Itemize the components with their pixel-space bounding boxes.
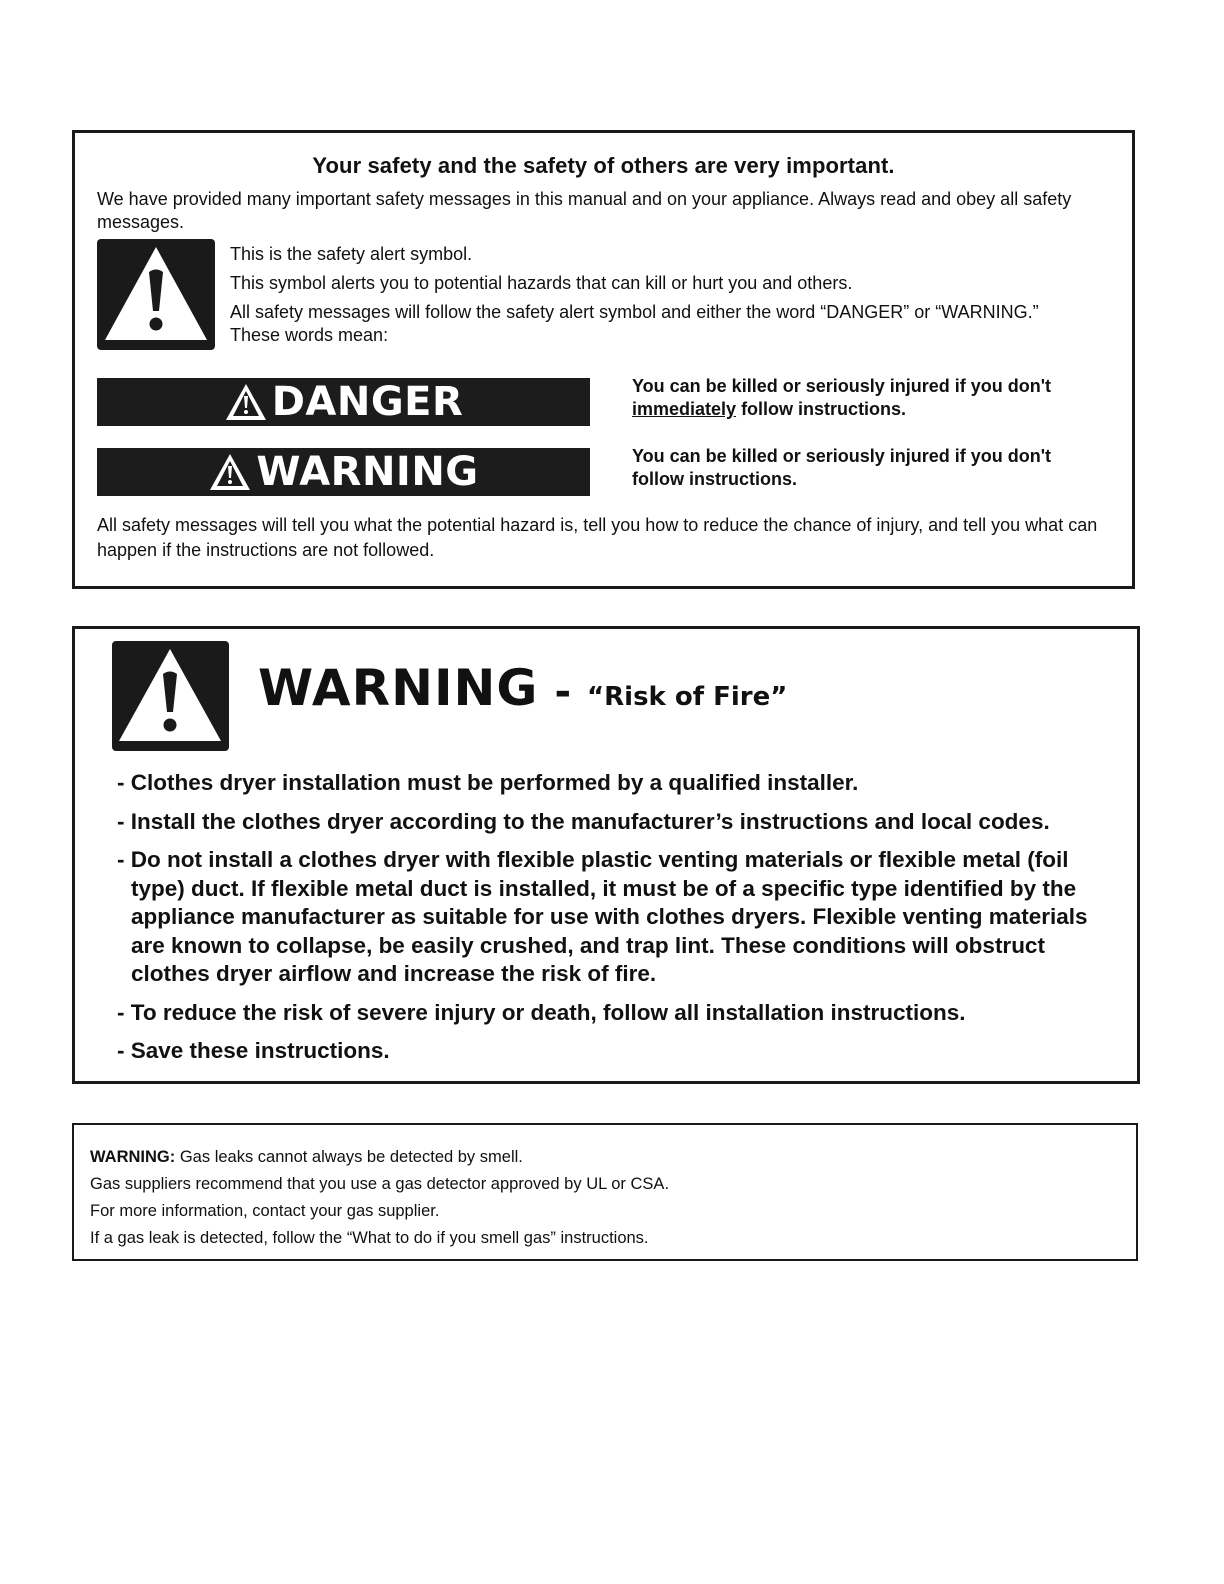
fire-warning-word: WARNING xyxy=(258,659,539,717)
gas-warning-label: WARNING: xyxy=(90,1148,176,1166)
list-item: - To reduce the risk of severe injury or death, follow all installation instructions. xyxy=(117,999,966,1025)
danger-desc-part: You can be killed or seriously injured if you don't xyxy=(632,376,1052,396)
warning-word: WARNING xyxy=(256,449,479,495)
safety-title: Your safety and the safety of others are very important. xyxy=(312,153,895,178)
fire-warning-box xyxy=(72,626,1140,1084)
symbol-line: This symbol alerts you to potential hazards that can kill or hurt you and others. xyxy=(230,273,853,293)
danger-desc-emphasis: immediately xyxy=(632,399,737,419)
symbol-explanation xyxy=(230,243,1042,353)
gas-leak-text xyxy=(90,1144,1116,1252)
safety-outro-text: All safety messages will tell you what the potential hazard is, tell you how to reduce the chance of injury, and tell you what can happen if the instructions are not followed. xyxy=(97,515,1098,560)
safety-intro-box xyxy=(72,130,1135,589)
gas-leak-box xyxy=(72,1123,1138,1261)
danger-signal-word xyxy=(97,378,590,426)
symbol-line: All safety messages will follow the safety alert symbol and either the word “DANGER” or “WARNING.” These words mean: xyxy=(230,302,1039,345)
warning-signal-word xyxy=(97,448,590,496)
warning-alert-icon xyxy=(208,452,252,492)
danger-word: DANGER xyxy=(271,379,464,425)
gas-line: If a gas leak is detected, follow the “What to do if you smell gas” instructions. xyxy=(90,1229,649,1247)
symbol-line: This is the safety alert symbol. xyxy=(230,244,473,264)
list-item: - Save these instructions. xyxy=(117,1038,390,1063)
gas-line: For more information, contact your gas supplier. xyxy=(90,1202,440,1220)
safety-intro-text: We have provided many important safety messages in this manual and on your appliance. Always read and obey all safety messages. xyxy=(97,189,1072,232)
fire-warning-subheading: “Risk of Fire” xyxy=(587,682,788,712)
danger-description xyxy=(632,375,1102,421)
list-item: - Install the clothes dryer according to the manufacturer’s instructions and local codes. xyxy=(117,808,1050,834)
warning-description: You can be killed or seriously injured if you don't follow instructions. xyxy=(632,446,1052,489)
gas-line-text: Gas leaks cannot always be detected by smell. xyxy=(179,1148,523,1166)
safety-alert-icon xyxy=(97,239,215,350)
danger-alert-icon xyxy=(224,382,268,422)
danger-desc-part: follow instructions. xyxy=(741,399,907,419)
gas-line xyxy=(90,1144,1116,1171)
safety-alert-icon xyxy=(112,641,229,751)
fire-warning-list xyxy=(117,769,1107,1076)
list-item: - Do not install a clothes dryer with flexible plastic venting materials or flexible metal (foil type) duct. If flexible metal duct is installed, it must be of a specific type identified by the appliance manufacturer as suitable for use with clothes dryers. Flexible venting materials are known to collapse, be easily crushed, and trap lint. These conditions will obstruct clothes dryer airflow and increase the risk of fire. xyxy=(117,847,1088,986)
fire-warning-heading xyxy=(258,659,787,717)
list-item: - Clothes dryer installation must be performed by a qualified installer. xyxy=(117,770,859,795)
heading-dash: - xyxy=(554,669,572,715)
gas-line: Gas suppliers recommend that you use a gas detector approved by UL or CSA. xyxy=(90,1175,670,1193)
